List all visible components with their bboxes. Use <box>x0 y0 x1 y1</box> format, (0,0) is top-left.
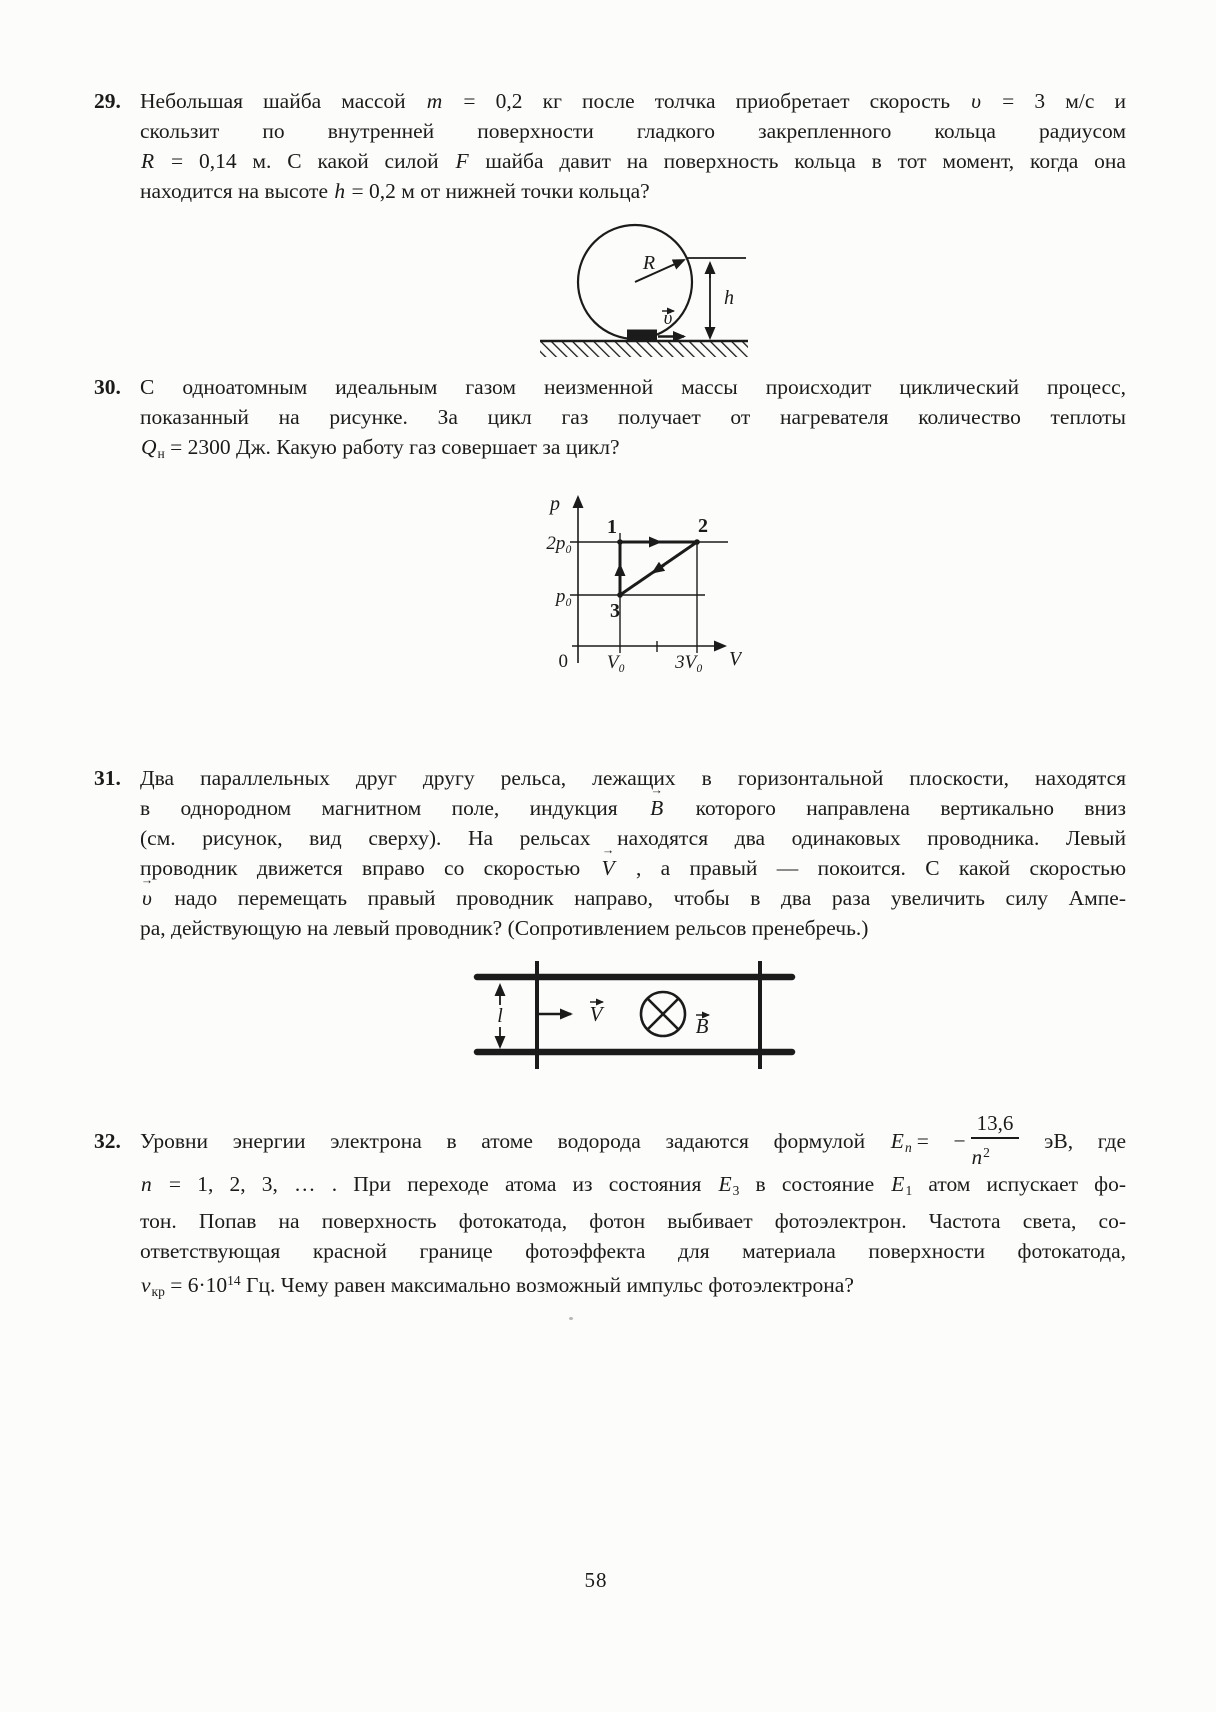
text-line-with-formula <box>140 1110 1127 1169</box>
text-line: находится на высоте h = 0,2 м от нижней точки кольца? <box>140 179 650 203</box>
problem-number: 32. <box>94 1129 121 1153</box>
page-number: 58 <box>584 1568 608 1592</box>
problem-body <box>140 372 1126 675</box>
origin-label: 0 <box>558 651 568 672</box>
arrow-2-3 <box>653 565 664 573</box>
state-point-2 <box>694 539 700 545</box>
state-point-1 <box>617 539 623 545</box>
b-field-into-page-icon <box>641 992 685 1036</box>
problem-number: 31. <box>94 766 121 790</box>
text-line: Небольшая шайба массой m = 0,2 кг после толчка приобретает скорость υ = 3 м/с и <box>140 89 1126 113</box>
field-label: B <box>695 1014 709 1038</box>
x-axis-label: V <box>729 648 742 670</box>
text-line: С одноатомным идеальным газом неизменной массы происходит циклический процесс, <box>140 375 1126 399</box>
figure-ring-and-puck <box>535 220 775 366</box>
scan-speck <box>569 1317 573 1320</box>
problem-body <box>140 86 1126 368</box>
problem-31 <box>94 763 1126 1077</box>
text-line: проводник движется вправо со скоростью V → , а правый — покоится. С какой скоростью <box>140 853 1126 883</box>
problem-29 <box>94 86 1126 368</box>
text-line: в однородном магнитном поле, индукция B → которого направлена вертикально вниз <box>140 793 1126 823</box>
text-line: Два параллельных друг другу рельса, лежащих в горизонтальной плоскости, находятся <box>140 766 1126 790</box>
text-line: υ → надо перемещать правый проводник направо, чтобы в два раза увеличить силу Ампе- <box>140 883 1126 913</box>
figure-rails-top-view <box>470 959 805 1077</box>
problem-number: 29. <box>94 89 121 113</box>
problem-number: 30. <box>94 375 121 399</box>
x-tick-3V0-label: 3V₀ <box>675 652 703 673</box>
velocity-label: υ <box>663 308 673 329</box>
puck <box>627 330 657 342</box>
point-1-label: 1 <box>607 516 617 538</box>
text-line: R = 0,14 м. С какой силой F шайба давит на поверхность кольца в тот момент, когда она <box>141 149 1126 173</box>
energy-level-formula: $E_n$ = − $\frac{13,6}{n^2}$ <box>890 1129 1020 1153</box>
formula-suffix-text: эВ, где <box>1044 1129 1127 1153</box>
formula-prefix-text: Уровни энергии электрона в атоме водорода задаются формулой <box>140 1129 866 1153</box>
figure-pv-cycle-diagram <box>492 483 742 675</box>
text-line: скользит по внутренней поверхности гладкого закрепленного кольца радиусом <box>140 119 1126 143</box>
height-label: h <box>724 287 734 309</box>
y-tick-p0-label: p₀ <box>555 586 572 607</box>
radius-label: R <box>642 252 656 274</box>
velocity-label: V <box>589 1002 603 1026</box>
point-3-label: 3 <box>610 600 620 622</box>
text-line: показанный на рисунке. За цикл газ получает от нагревателя количество теплоты <box>140 405 1126 429</box>
x-tick-V0-label: V₀ <box>606 652 626 673</box>
problem-32 <box>94 1110 1127 1307</box>
y-axis-label: p <box>550 493 560 515</box>
text-line: (см. рисунок, вид сверху). На рельсах находятся два одинаковых проводника. Левый <box>140 826 1126 850</box>
fraction: $\frac{13,6}{n^2}$ <box>971 1111 1020 1170</box>
width-label: l <box>497 1005 503 1027</box>
problem-body <box>140 763 1126 1077</box>
state-point-3 <box>617 592 623 598</box>
text-line: тон. Попав на поверхность фотокатода, фотон выбивает фотоэлектрон. Частота света, со- <box>140 1209 1126 1233</box>
problem-body <box>140 1110 1127 1307</box>
point-2-label: 2 <box>698 515 708 537</box>
text-line: ра, действующую на левый проводник? (Сопротивлением рельсов пренебречь.) <box>140 916 869 940</box>
ground-hatch <box>540 342 748 357</box>
page-content <box>94 86 1126 1307</box>
text-line: $\nu_{кр} = 6\cdot 10^{14}$ Гц. Чему равен максимально возможный импульс фотоэлектрона? <box>141 1273 854 1299</box>
text-line: $Q_н = 2300$ Дж. Какую работу газ совершает за цикл? <box>141 435 620 461</box>
text-line: n = 1, 2, 3, … . При переходе атома из состояния $E_3$ в состояние $E_1$ атом испускает фо- <box>141 1172 1127 1198</box>
y-tick-2p0-label: 2p₀ <box>546 533 572 554</box>
text-line: ответствующая красной границе фотоэффекта для материала поверхности фотокатода, <box>140 1239 1126 1263</box>
problem-30 <box>94 372 1126 675</box>
